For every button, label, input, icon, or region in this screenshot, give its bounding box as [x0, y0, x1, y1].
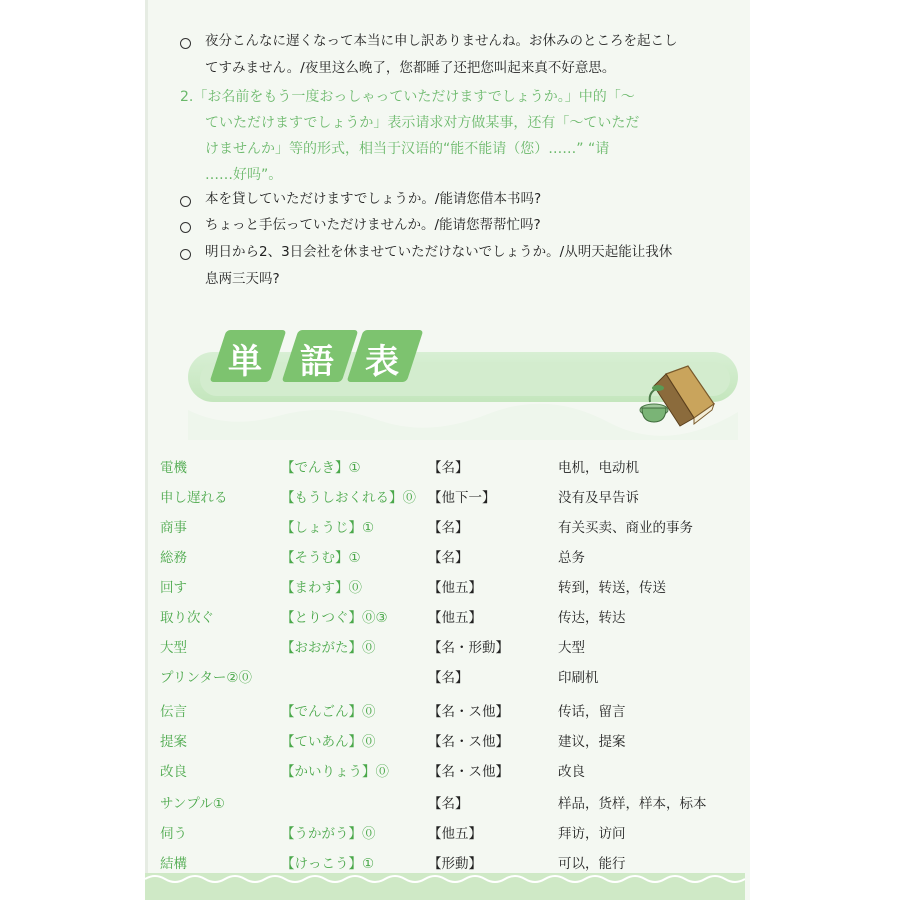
vocab-row — [160, 792, 740, 820]
vocab-row — [160, 456, 740, 484]
vocab-pos: 【名】 — [428, 460, 469, 476]
vocab-pos: 【他五】 — [428, 580, 482, 596]
example-text: 明日から2、3日会社を休ませていただけないでしょうか。/从明天起能让我休 — [205, 244, 673, 260]
vocab-pos: 【名】 — [428, 520, 469, 536]
vocab-reading: 【おおがた】⓪ — [281, 640, 376, 656]
vocab-reading: 【しょうじ】① — [281, 520, 375, 536]
vocab-meaning: 建议，提案 — [558, 734, 626, 750]
vocab-reading: 【でんき】① — [281, 460, 361, 476]
vocab-row — [160, 576, 740, 604]
vocab-pos: 【他下一】 — [428, 490, 496, 506]
vocab-title-char: 表 — [365, 342, 399, 382]
vocab-row — [160, 700, 740, 728]
vocab-meaning: 没有及早告诉 — [558, 490, 639, 506]
vocab-pos: 【他五】 — [428, 826, 482, 842]
vocab-word: 回す — [160, 580, 187, 596]
vocab-meaning: 大型 — [558, 640, 585, 656]
vocab-word: サンプル① — [160, 796, 225, 812]
vocab-pos: 【名・ス他】 — [428, 764, 509, 780]
vocab-meaning: 传达，转达 — [558, 610, 626, 626]
vocab-meaning: 拜访，访问 — [558, 826, 626, 842]
vocab-row — [160, 606, 740, 634]
vocab-word: 申し遅れる — [160, 490, 228, 506]
vocab-title-char: 語 — [300, 342, 334, 382]
decorative-wave — [188, 400, 738, 440]
vocab-word: 大型 — [160, 640, 187, 656]
vocab-reading: 【ていあん】⓪ — [281, 734, 376, 750]
vocab-pos: 【名・形動】 — [428, 640, 509, 656]
vocab-pos: 【名・ス他】 — [428, 704, 509, 720]
page-edge — [145, 0, 148, 900]
vocab-meaning: 有关买卖、商业的事务 — [558, 520, 693, 536]
bottom-scalloped-band — [145, 873, 745, 900]
vocab-meaning: 印刷机 — [558, 670, 599, 686]
grammar-point-line: ……好吗”。 — [205, 167, 283, 183]
vocab-row — [160, 760, 740, 788]
vocab-pos: 【名】 — [428, 796, 469, 812]
vocab-meaning: 总务 — [558, 550, 585, 566]
vocab-meaning: 电机，电动机 — [558, 460, 639, 476]
vocab-meaning: 可以，能行 — [558, 856, 626, 872]
vocab-word: 伝言 — [160, 704, 187, 720]
example-text: 息两三天吗? — [205, 271, 280, 287]
vocab-reading: 【けっこう】① — [281, 856, 375, 872]
vocab-word: 取り次ぐ — [160, 610, 214, 626]
vocab-meaning: 改良 — [558, 764, 585, 780]
vocab-meaning: 样品，货样，样本，标本 — [558, 796, 707, 812]
vocab-row — [160, 822, 740, 850]
bullet-icon — [180, 196, 191, 207]
vocab-reading: 【まわす】⓪ — [281, 580, 362, 596]
vocab-word: 結構 — [160, 856, 187, 872]
vocab-reading: 【もうしおくれる】⓪ — [281, 490, 416, 506]
vocab-word: 電機 — [160, 460, 187, 476]
vocab-word: 提案 — [160, 734, 187, 750]
grammar-point-line: けませんか」等的形式，相当于汉语的“能不能请（您）……” “请 — [205, 141, 610, 157]
grammar-point-line: 2.「お名前をもう一度おっしゃっていただけますでしょうか。」中的「～ — [180, 89, 635, 105]
example-text: ちょっと手伝っていただけませんか。/能请您帮帮忙吗? — [205, 217, 541, 233]
vocab-meaning: 转到，转送，传送 — [558, 580, 666, 596]
bullet-icon — [180, 249, 191, 260]
vocab-pos: 【名・ス他】 — [428, 734, 509, 750]
vocab-reading: 【でんごん】⓪ — [281, 704, 376, 720]
vocab-row — [160, 486, 740, 514]
vocab-meaning: 传话，留言 — [558, 704, 626, 720]
vocab-word: プリンター②⓪ — [160, 670, 253, 686]
vocab-row — [160, 516, 740, 544]
vocab-reading: 【うかがう】⓪ — [281, 826, 376, 842]
vocab-row — [160, 546, 740, 574]
example-text: 夜分こんなに遅くなって本当に申し訳ありませんね。お休みのところを起こし — [205, 33, 678, 49]
bullet-icon — [180, 222, 191, 233]
vocab-pos: 【形動】 — [428, 856, 482, 872]
vocab-reading: 【かいりょう】⓪ — [281, 764, 389, 780]
vocab-row — [160, 636, 740, 664]
vocab-word: 総務 — [160, 550, 187, 566]
vocab-row — [160, 666, 740, 694]
vocab-word: 商事 — [160, 520, 187, 536]
vocab-pos: 【名】 — [428, 670, 469, 686]
vocab-reading: 【そうむ】① — [281, 550, 361, 566]
example-text: 本を貸していただけますでしょうか。/能请您借本书吗? — [205, 191, 542, 207]
vocab-word: 伺う — [160, 826, 187, 842]
vocab-word: 改良 — [160, 764, 187, 780]
example-text: てすみません。/夜里这么晚了，您都睡了还把您叫起来真不好意思。 — [205, 60, 616, 76]
vocab-reading: 【とりつぐ】⓪③ — [281, 610, 388, 626]
vocab-row — [160, 730, 740, 758]
vocab-pos: 【他五】 — [428, 610, 482, 626]
grammar-point-line: ていただけますでしょうか」表示请求对方做某事，还有「～ていただ — [205, 115, 640, 131]
vocab-title-char: 単 — [228, 342, 262, 382]
bullet-icon — [180, 38, 191, 49]
vocab-pos: 【名】 — [428, 550, 469, 566]
